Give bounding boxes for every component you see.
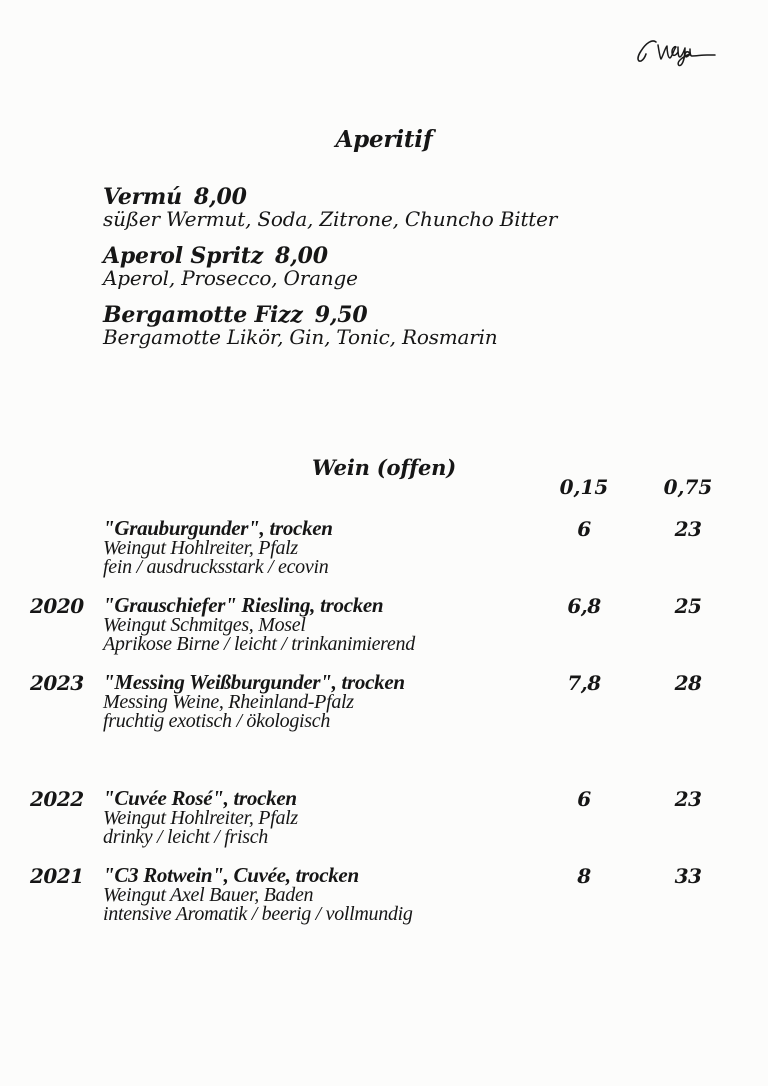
waya-signature-logo <box>634 36 720 70</box>
wine-producer: Messing Weine, Rheinland-Pfalz <box>103 691 354 713</box>
aperitif-item-description: Bergamotte Likör, Gin, Tonic, Rosmarin <box>103 325 498 349</box>
wine-producer: Weingut Axel Bauer, Baden <box>103 884 314 906</box>
wine-price-large: 33 <box>674 864 702 888</box>
wine-price-large: 23 <box>674 787 702 811</box>
aperitif-item-price: 8,00 <box>275 243 328 269</box>
wine-price-large: 23 <box>674 517 702 541</box>
wine-size-header-large: 0,75 <box>663 475 713 499</box>
wine-main <box>103 517 533 577</box>
wine-producer: Weingut Hohlreiter, Pfalz <box>103 537 298 559</box>
wine-name: "Grauschiefer" Riesling, trocken <box>103 593 384 617</box>
aperitif-item-name: Aperol Spritz <box>103 243 264 269</box>
aperitif-section-title: Aperitif <box>335 126 433 153</box>
wine-tasting-notes: fein / ausdrucksstark / ecovin <box>103 556 329 578</box>
wine-price-small: 6 <box>577 787 591 811</box>
wine-producer: Weingut Hohlreiter, Pfalz <box>103 807 298 829</box>
wine-tasting-notes: intensive Aromatik / beerig / vollmundig <box>103 903 413 925</box>
wine-main <box>103 594 533 654</box>
wine-main <box>103 864 533 924</box>
wine-tasting-notes: drinky / leicht / frisch <box>103 826 268 848</box>
wine-main <box>103 787 533 847</box>
wine-main <box>103 671 533 731</box>
wine-year: 2021 <box>30 864 84 888</box>
aperitif-item-description: Aperol, Prosecco, Orange <box>103 266 358 290</box>
aperitif-item-price: 8,00 <box>193 184 247 210</box>
wine-price-small: 6 <box>577 517 591 541</box>
aperitif-item-price: 9,50 <box>314 302 368 328</box>
aperitif-item-name: Vermú <box>103 184 182 210</box>
wine-tasting-notes: Aprikose Birne / leicht / trinkanimierend <box>103 633 415 655</box>
aperitif-item <box>103 243 663 290</box>
wine-year: 2020 <box>30 594 84 618</box>
wine-name: "C3 Rotwein", Cuvée, trocken <box>103 863 359 887</box>
wine-section-title: Wein (offen) <box>312 455 456 480</box>
aperitif-item-description: süßer Wermut, Soda, Zitrone, Chuncho Bitter <box>103 207 558 231</box>
aperitif-item <box>103 184 663 231</box>
wine-price-large: 28 <box>674 671 702 695</box>
wine-producer: Weingut Schmitges, Mosel <box>103 614 306 636</box>
signature-icon <box>634 36 720 70</box>
wine-price-large: 25 <box>674 594 702 618</box>
wine-year: 2023 <box>30 671 84 695</box>
wine-price-small: 7,8 <box>567 671 601 695</box>
aperitif-item-name-line <box>103 184 663 210</box>
aperitif-item-name: Bergamotte Fizz <box>103 302 303 328</box>
wine-name: "Grauburgunder", trocken <box>103 516 333 540</box>
wine-tasting-notes: fruchtig exotisch / ökologisch <box>103 710 331 732</box>
wine-price-small: 6,8 <box>567 594 601 618</box>
wine-year: 2022 <box>30 787 84 811</box>
wine-name: "Messing Weißburgunder", trocken <box>103 670 405 694</box>
aperitif-item-name-line <box>103 243 663 269</box>
wine-size-header-small: 0,15 <box>559 475 609 499</box>
aperitif-item-name-line <box>103 302 663 328</box>
aperitif-item <box>103 302 663 349</box>
wine-price-small: 8 <box>577 864 591 888</box>
wine-name: "Cuvée Rosé", trocken <box>103 786 297 810</box>
